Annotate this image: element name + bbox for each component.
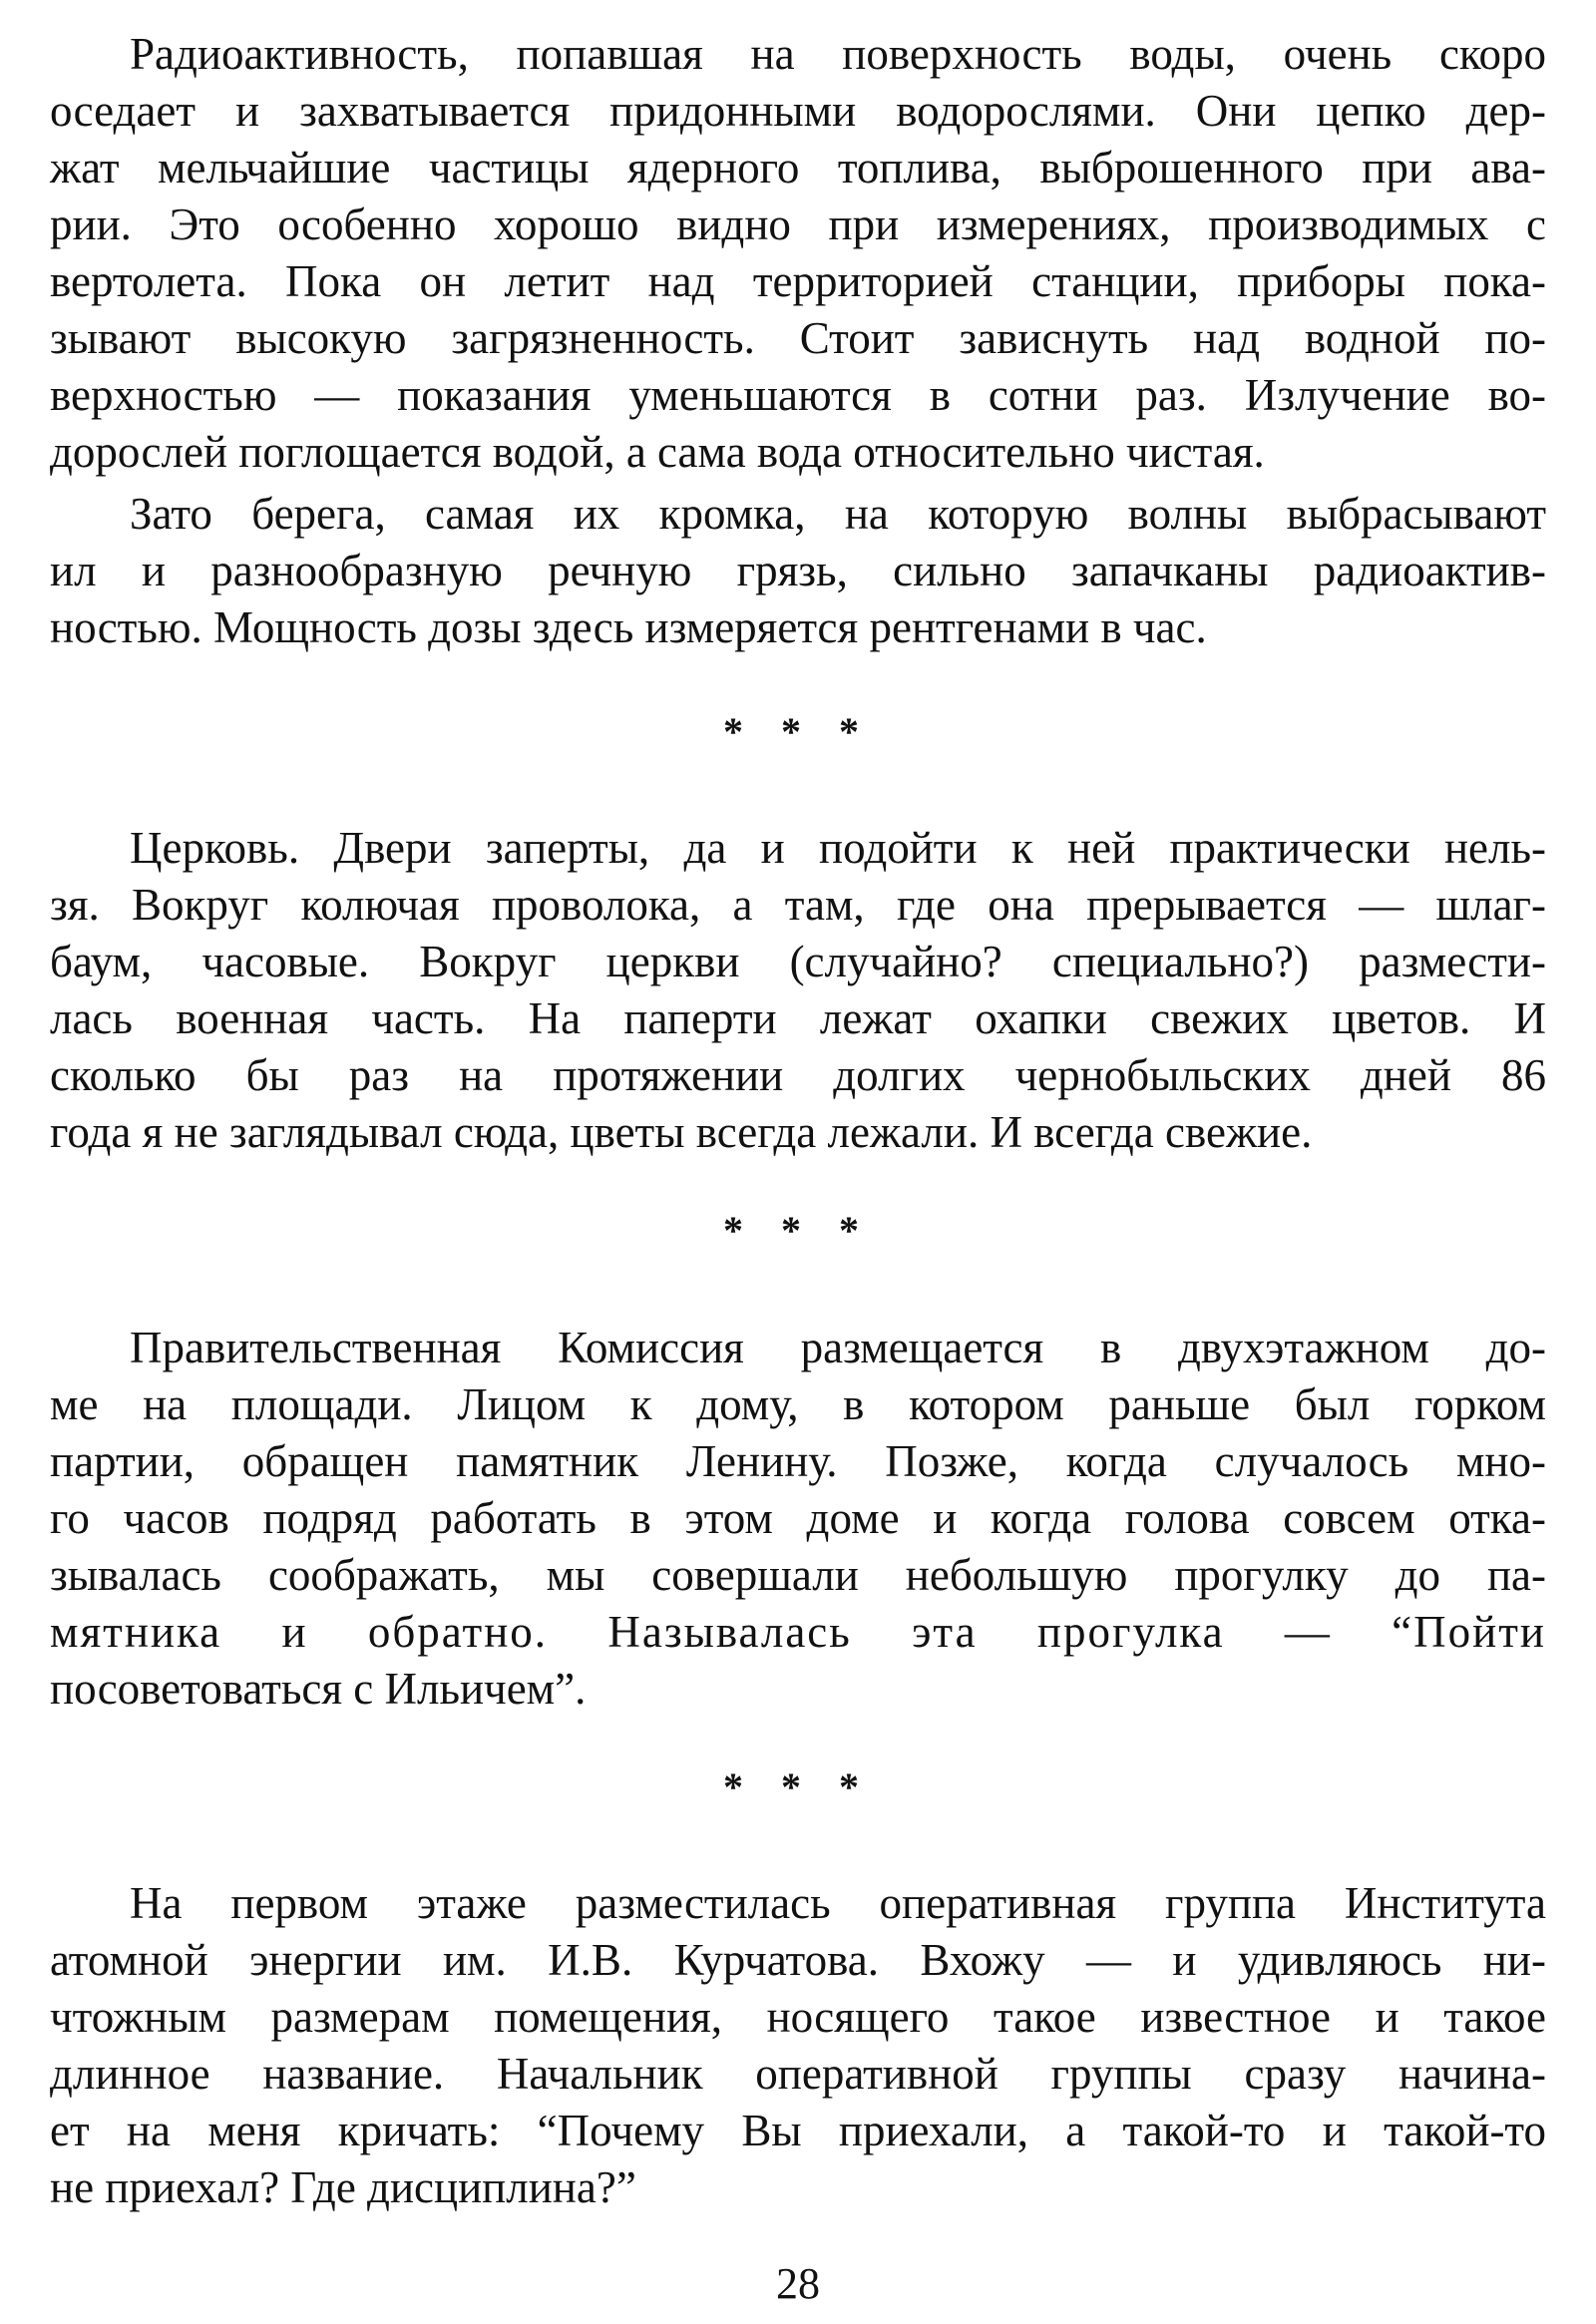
paragraph-3-line-3: баум, часовые. Вокруг церкви (случайно? специально?) размести-: [50, 937, 1546, 986]
paragraph-3-line-6: года я не заглядывал сюда, цветы всегда лежали. И всегда свежие.: [50, 1107, 1313, 1157]
paragraph-5-line-4: длинное название. Начальник оперативной группы сразу начина-: [50, 2049, 1546, 2099]
paragraph-1-line-7: верхностью — показания уменьшаются в сотни раз. Излучение во-: [50, 370, 1546, 420]
paragraph-2-line-1: Зато берега, самая их кромка, на которую волны выбрасывают: [130, 489, 1546, 539]
paragraph-1-line-5: вертолета. Пока он летит над территорией станции, приборы пока-: [50, 256, 1546, 306]
section-separator: * * *: [723, 709, 873, 754]
paragraph-4-line-4: го часов подряд работать в этом доме и когда голова совсем отка-: [50, 1493, 1546, 1543]
paragraph-4-line-7: посоветоваться с Ильичем”.: [50, 1664, 587, 1714]
paragraph-1-line-4: рии. Это особенно хорошо видно при измерениях, производимых с: [50, 199, 1546, 249]
paragraph-5-line-5: ет на меня кричать: “Почему Вы приехали, а такой-то и такой-то: [50, 2106, 1546, 2155]
paragraph-3-line-5: сколько бы раз на протяжении долгих чернобыльских дней 86: [50, 1050, 1546, 1100]
page-number: 28: [776, 2259, 820, 2308]
paragraph-2-line-2: ил и разнообразную речную грязь, сильно запачканы радиоактив-: [50, 546, 1546, 595]
paragraph-4-line-3: партии, обращен памятник Ленину. Позже, когда случалось мно-: [50, 1436, 1546, 1486]
paragraph-4-line-1: Правительственная Комиссия размещается в двухэтажном до-: [130, 1323, 1546, 1372]
paragraph-5-line-2: атомной энергии им. И.В. Курчатова. Вхожу — и удивляюсь ни-: [50, 1935, 1546, 1985]
paragraph-5-line-6: не приехал? Где дисциплина?”: [50, 2162, 636, 2212]
paragraph-5-line-3: чтожным размерам помещения, носящего такое известное и такое: [50, 1992, 1546, 2042]
paragraph-2-line-3: ностью. Мощность дозы здесь измеряется рентгенами в час.: [50, 602, 1207, 652]
paragraph-3-line-2: зя. Вокруг колючая проволока, а там, где она прерывается — шлаг-: [50, 880, 1546, 930]
paragraph-1-line-1: Радиоактивность, попавшая на поверхность воды, очень скоро: [130, 29, 1546, 79]
section-separator: * * *: [723, 1208, 873, 1253]
paragraph-3-line-1: Церковь. Двери заперты, да и подойти к ней практически нель-: [130, 823, 1546, 873]
paragraph-4-line-2: ме на площади. Лицом к дому, в котором раньше был горком: [50, 1379, 1546, 1429]
paragraph-1-line-2: оседает и захватывается придонными водорослями. Они цепко дер-: [50, 86, 1546, 136]
paragraph-1-line-3: жат мельчайшие частицы ядерного топлива, выброшенного при ава-: [50, 143, 1546, 193]
section-separator: * * *: [723, 1764, 873, 1809]
paragraph-3-line-4: лась военная часть. На паперти лежат охапки свежих цветов. И: [50, 993, 1546, 1043]
paragraph-4-line-6: мятника и обратно. Называлась эта прогулка — “Пойти: [50, 1607, 1546, 1657]
paragraph-1-line-6: зывают высокую загрязненность. Стоит зависнуть над водной по-: [50, 313, 1546, 363]
paragraph-5-line-1: На первом этаже разместилась оперативная группа Института: [130, 1878, 1546, 1928]
paragraph-1-line-8: дорослей поглощается водой, а сама вода относительно чистая.: [50, 427, 1265, 477]
paragraph-4-line-5: зывалась соображать, мы совершали небольшую прогулку до па-: [50, 1550, 1546, 1600]
